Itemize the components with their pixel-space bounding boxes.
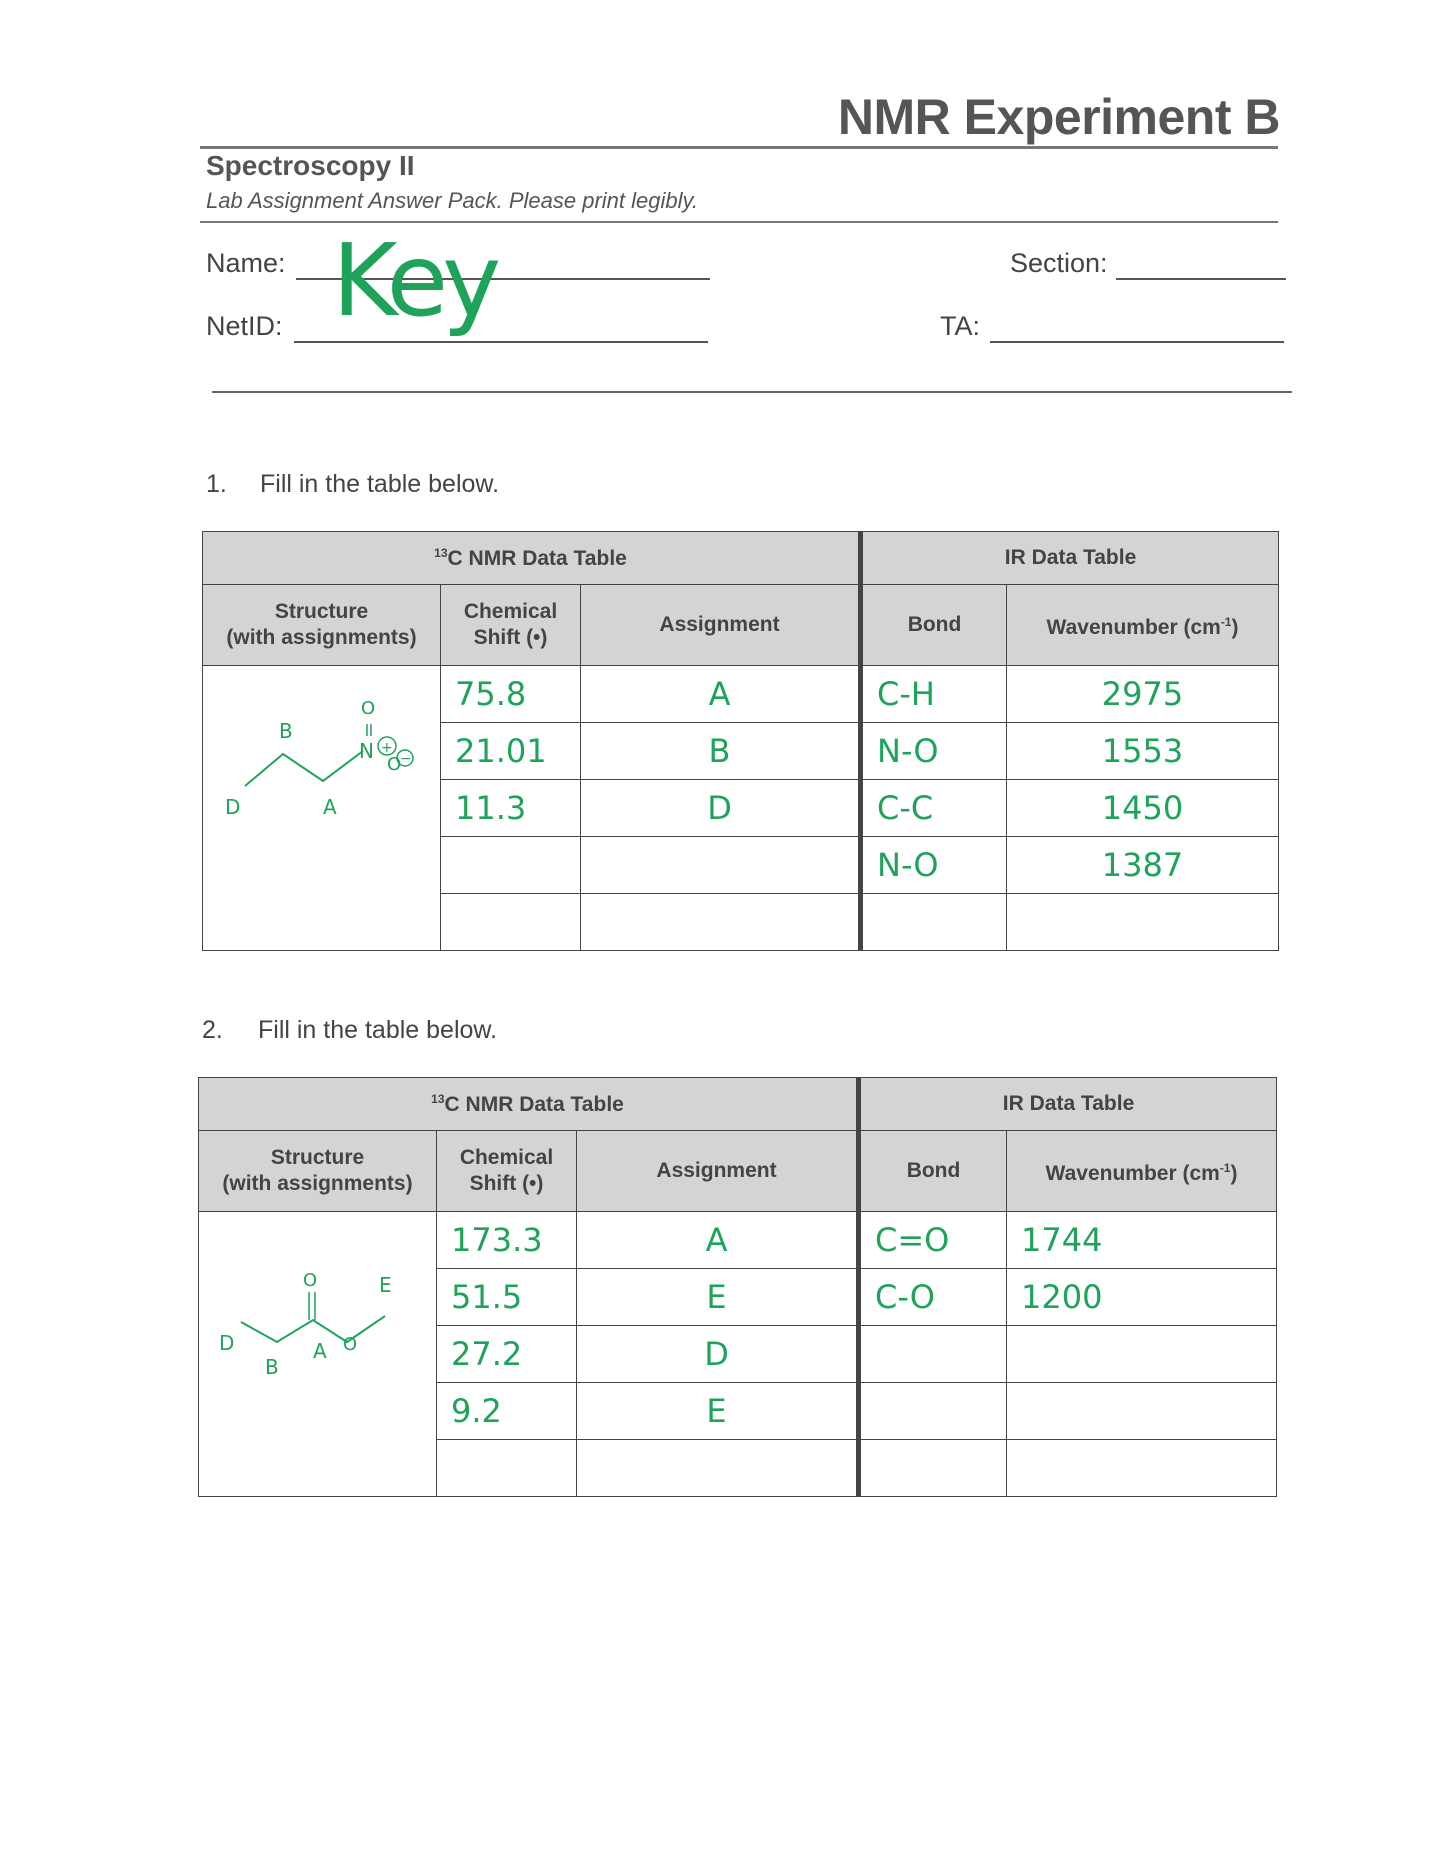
svg-text:+: +	[381, 740, 393, 756]
question-2-number: 2.	[202, 1016, 223, 1044]
bond-cell[interactable]: C=O	[859, 1212, 1007, 1269]
wavenumber-cell[interactable]	[1007, 1326, 1277, 1383]
assignment-cell[interactable]: B	[581, 723, 861, 780]
assignment-cell[interactable]: D	[577, 1326, 859, 1383]
nitropropane-structure	[203, 666, 439, 948]
assignment-cell[interactable]	[577, 1440, 859, 1497]
assignment-cell[interactable]: E	[577, 1269, 859, 1326]
assignment-cell[interactable]	[581, 837, 861, 894]
bond-cell[interactable]: N-O	[861, 837, 1007, 894]
wavenumber-cell[interactable]: 1387	[1007, 837, 1279, 894]
assignment-cell[interactable]: A	[577, 1212, 859, 1269]
svg-text:−: −	[400, 751, 412, 767]
wavenumber-cell[interactable]	[1007, 894, 1279, 951]
assignment-cell[interactable]: A	[581, 666, 861, 723]
assignment-cell[interactable]: E	[577, 1383, 859, 1440]
shift-cell[interactable]	[437, 1440, 577, 1497]
shift-cell[interactable]: 75.8	[441, 666, 581, 723]
ta-label: TA:	[940, 311, 980, 341]
page-title: NMR Experiment B	[837, 89, 1280, 145]
question-2-table	[198, 1077, 1277, 1497]
structure-cell	[203, 666, 441, 951]
section-label: Section:	[1010, 248, 1108, 278]
question-1-prompt: Fill in the table below.	[260, 470, 500, 498]
svg-text:O: O	[387, 754, 402, 775]
ir-table-title: IR Data Table	[859, 1078, 1277, 1131]
bond-cell[interactable]: C-H	[861, 666, 1007, 723]
shift-cell[interactable]: 21.01	[441, 723, 581, 780]
nmr-table-title: $^{13}$C NMR Data Table	[203, 532, 861, 585]
bond-cell[interactable]	[859, 1440, 1007, 1497]
structure-header: Structure (with assignments)	[203, 585, 441, 666]
wavenumber-cell[interactable]: 1553	[1007, 723, 1279, 780]
shift-header: Chemical Shift (•)	[437, 1131, 577, 1212]
assignment-cell[interactable]: D	[581, 780, 861, 837]
shift-cell[interactable]: 27.2	[437, 1326, 577, 1383]
netid-label: NetID:	[206, 311, 283, 341]
question-2-prompt: Fill in the table below.	[258, 1016, 498, 1044]
bond-cell[interactable]	[859, 1326, 1007, 1383]
assignment-header: Assignment	[577, 1131, 859, 1212]
bond-cell[interactable]: N-O	[861, 723, 1007, 780]
wavenumber-cell[interactable]	[1007, 1383, 1277, 1440]
bond-cell[interactable]	[859, 1383, 1007, 1440]
label-d: D	[219, 1331, 235, 1355]
bond-header: Bond	[861, 585, 1007, 666]
fields-rule	[212, 391, 1292, 393]
wavenumber-cell[interactable]: 2975	[1007, 666, 1279, 723]
wavenumber-header: Wavenumber $(cm^{-1})$	[1007, 1131, 1277, 1212]
ester-oxygen-label: O	[343, 1334, 358, 1355]
bond-cell[interactable]: C-C	[861, 780, 1007, 837]
label-d: D	[225, 795, 241, 819]
course-title: Spectroscopy II	[206, 150, 415, 181]
bond-cell[interactable]	[861, 894, 1007, 951]
oxygen-label: O	[361, 698, 376, 719]
methyl-propanoate-structure	[199, 1212, 435, 1494]
assignment-header: Assignment	[581, 585, 861, 666]
nmr-table-title: $^{13}$C NMR Data Table	[199, 1078, 859, 1131]
question-1-number: 1.	[206, 470, 227, 498]
instructions-text: Lab Assignment Answer Pack. Please print legibly.	[206, 188, 698, 213]
carbonyl-oxygen-label: O	[303, 1270, 318, 1291]
wavenumber-cell[interactable]: 1744	[1007, 1212, 1277, 1269]
section-field[interactable]	[1116, 278, 1286, 280]
handwritten-name: Key	[332, 222, 496, 339]
wavenumber-cell[interactable]: 1200	[1007, 1269, 1277, 1326]
wavenumber-header: Wavenumber $(cm^{-1})$	[1007, 585, 1279, 666]
label-b: B	[279, 719, 293, 743]
assignment-cell[interactable]	[581, 894, 861, 951]
shift-cell[interactable]: 9.2	[437, 1383, 577, 1440]
shift-cell[interactable]	[441, 894, 581, 951]
label-a: A	[323, 795, 337, 819]
netid-field[interactable]	[294, 341, 708, 343]
label-e: E	[379, 1273, 392, 1297]
shift-cell[interactable]	[441, 837, 581, 894]
wavenumber-cell[interactable]	[1007, 1440, 1277, 1497]
shift-cell[interactable]: 173.3	[437, 1212, 577, 1269]
bond-header: Bond	[859, 1131, 1007, 1212]
label-a: A	[313, 1339, 327, 1363]
wavenumber-cell[interactable]: 1450	[1007, 780, 1279, 837]
name-label: Name:	[206, 248, 286, 278]
ir-table-title: IR Data Table	[861, 532, 1279, 585]
title-rule	[200, 146, 1278, 149]
shift-header: Chemical Shift (•)	[441, 585, 581, 666]
ta-field[interactable]	[990, 341, 1284, 343]
bond-cell[interactable]: C-O	[859, 1269, 1007, 1326]
structure-header: Structure (with assignments)	[199, 1131, 437, 1212]
shift-cell[interactable]: 51.5	[437, 1269, 577, 1326]
question-1-table	[202, 531, 1279, 951]
structure-cell	[199, 1212, 437, 1497]
shift-cell[interactable]: 11.3	[441, 780, 581, 837]
label-b: B	[265, 1355, 279, 1379]
svg-text:N: N	[359, 739, 374, 763]
